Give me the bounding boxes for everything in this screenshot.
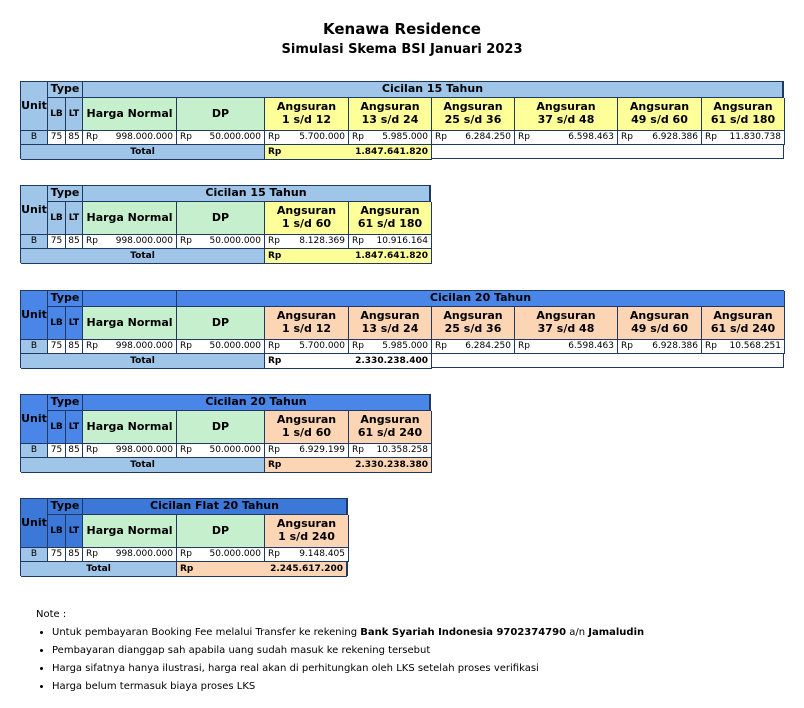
lt-value: 85 bbox=[66, 444, 83, 458]
lt-value: 85 bbox=[66, 235, 83, 249]
total-label: Total bbox=[21, 562, 177, 577]
currency-label: Rp bbox=[180, 132, 192, 143]
lt-header: LT bbox=[66, 307, 83, 340]
currency-label: Rp bbox=[180, 563, 194, 574]
currency-label: Rp bbox=[705, 132, 717, 143]
angsuran-header bbox=[349, 307, 432, 340]
angsuran-label: Angsuran bbox=[276, 204, 337, 218]
total-label: Total bbox=[21, 354, 265, 369]
amount-value: 50.000.000 bbox=[209, 236, 261, 247]
angsuran-header bbox=[349, 98, 432, 131]
angsuran-period: 1 s/d 12 bbox=[281, 322, 332, 335]
angsuran-value bbox=[432, 131, 515, 145]
amount-value: 6.284.250 bbox=[465, 132, 511, 143]
angsuran-label: Angsuran bbox=[713, 100, 773, 114]
angsuran-period: 37 s/d 48 bbox=[537, 113, 595, 126]
angsuran-period: 1 s/d 240 bbox=[278, 530, 335, 543]
currency-label: Rp bbox=[518, 132, 530, 143]
angsuran-value bbox=[349, 235, 432, 249]
angsuran-period: 25 s/d 36 bbox=[444, 322, 502, 335]
total-amount: 2.330.238.400 bbox=[355, 355, 428, 366]
currency-label: Rp bbox=[352, 132, 364, 143]
header-filler bbox=[83, 291, 177, 307]
total-amount: 2.330.238.380 bbox=[355, 459, 428, 470]
angsuran-label: Angsuran bbox=[276, 517, 337, 531]
currency-label: Rp bbox=[621, 132, 633, 143]
notes-list bbox=[36, 624, 644, 696]
unit-value: B bbox=[21, 548, 48, 562]
currency-label: Rp bbox=[180, 445, 192, 456]
angsuran-period: 49 s/d 60 bbox=[631, 113, 688, 126]
amount-value: 6.284.250 bbox=[465, 341, 511, 352]
dp-header: DP bbox=[177, 515, 265, 548]
angsuran-header bbox=[618, 98, 702, 131]
type-header: Type bbox=[48, 395, 83, 411]
amount-value: 998.000.000 bbox=[115, 445, 173, 456]
lb-value: 75 bbox=[48, 131, 66, 145]
dp-value bbox=[177, 131, 265, 145]
amount-value: 6.929.199 bbox=[299, 445, 345, 456]
lb-header: LB bbox=[48, 515, 66, 548]
schedule-title: Cicilan Flat 20 Tahun bbox=[83, 499, 347, 515]
angsuran-value bbox=[265, 340, 349, 354]
harga-normal-header: Harga Normal bbox=[83, 411, 177, 444]
currency-label: Rp bbox=[621, 341, 633, 352]
amount-value: 998.000.000 bbox=[115, 236, 173, 247]
angsuran-header bbox=[265, 515, 349, 548]
dp-value bbox=[177, 444, 265, 458]
currency-label: Rp bbox=[268, 341, 280, 352]
dp-header: DP bbox=[177, 202, 265, 235]
lt-header: LT bbox=[66, 411, 83, 444]
lt-value: 85 bbox=[66, 131, 83, 145]
total-label: Total bbox=[21, 145, 265, 160]
currency-label: Rp bbox=[86, 132, 98, 143]
currency-label: Rp bbox=[268, 250, 282, 261]
angsuran-period: 49 s/d 60 bbox=[631, 322, 688, 335]
angsuran-header bbox=[702, 98, 785, 131]
angsuran-header bbox=[265, 98, 349, 131]
amount-value: 5.985.000 bbox=[382, 341, 428, 352]
amount-value: 6.598.463 bbox=[568, 341, 614, 352]
angsuran-value bbox=[265, 548, 349, 562]
account-name: Jamaludin bbox=[588, 627, 645, 638]
amount-value: 10.568.251 bbox=[729, 341, 781, 352]
dp-header: DP bbox=[177, 411, 265, 444]
schedule-table bbox=[20, 290, 784, 368]
lb-value: 75 bbox=[48, 444, 66, 458]
angsuran-label: Angsuran bbox=[629, 309, 690, 323]
angsuran-label: Angsuran bbox=[360, 309, 420, 323]
angsuran-value bbox=[349, 340, 432, 354]
harga-normal-header: Harga Normal bbox=[83, 98, 177, 131]
angsuran-value bbox=[515, 340, 618, 354]
lb-header: LB bbox=[48, 411, 66, 444]
dp-value bbox=[177, 235, 265, 249]
dp-value bbox=[177, 340, 265, 354]
total-label: Total bbox=[21, 458, 265, 473]
unit-header: Unit bbox=[21, 82, 48, 131]
harga-normal-value bbox=[83, 444, 177, 458]
angsuran-label: Angsuran bbox=[360, 204, 420, 218]
currency-label: Rp bbox=[86, 236, 98, 247]
angsuran-value bbox=[618, 131, 702, 145]
unit-value: B bbox=[21, 131, 48, 145]
angsuran-period: 13 s/d 24 bbox=[361, 322, 419, 335]
angsuran-label: Angsuran bbox=[360, 413, 420, 427]
currency-label: Rp bbox=[268, 445, 280, 456]
notes-heading: Note : bbox=[36, 609, 67, 620]
angsuran-header bbox=[432, 307, 515, 340]
bank-account: Bank Syariah Indonesia 9702374790 bbox=[360, 627, 567, 638]
lb-header: LB bbox=[48, 307, 66, 340]
currency-label: Rp bbox=[268, 236, 280, 247]
unit-value: B bbox=[21, 444, 48, 458]
amount-value: 6.928.386 bbox=[652, 132, 698, 143]
angsuran-period: 61 s/d 240 bbox=[710, 322, 776, 335]
currency-label: Rp bbox=[86, 341, 98, 352]
lt-header: LT bbox=[66, 202, 83, 235]
angsuran-header bbox=[702, 307, 785, 340]
notes-section bbox=[36, 606, 644, 696]
angsuran-label: Angsuran bbox=[536, 309, 596, 323]
currency-label: Rp bbox=[352, 445, 364, 456]
angsuran-period: 37 s/d 48 bbox=[537, 322, 595, 335]
harga-normal-header: Harga Normal bbox=[83, 307, 177, 340]
lb-header: LB bbox=[48, 202, 66, 235]
angsuran-label: Angsuran bbox=[713, 309, 773, 323]
harga-normal-value bbox=[83, 131, 177, 145]
amount-value: 50.000.000 bbox=[209, 445, 261, 456]
angsuran-header bbox=[265, 202, 349, 235]
note-item bbox=[52, 624, 644, 642]
angsuran-value bbox=[515, 131, 618, 145]
schedule-title: Cicilan 15 Tahun bbox=[83, 186, 430, 202]
total-value bbox=[265, 145, 432, 160]
angsuran-label: Angsuran bbox=[629, 100, 690, 114]
currency-label: Rp bbox=[268, 549, 280, 560]
unit-value: B bbox=[21, 340, 48, 354]
angsuran-label: Angsuran bbox=[443, 309, 503, 323]
lt-header: LT bbox=[66, 98, 83, 131]
angsuran-label: Angsuran bbox=[360, 100, 420, 114]
lt-value: 85 bbox=[66, 548, 83, 562]
angsuran-value bbox=[265, 235, 349, 249]
amount-value: 6.598.463 bbox=[568, 132, 614, 143]
angsuran-header bbox=[349, 202, 432, 235]
amount-value: 6.928.386 bbox=[652, 341, 698, 352]
amount-value: 50.000.000 bbox=[209, 132, 261, 143]
angsuran-period: 61 s/d 180 bbox=[710, 113, 776, 126]
note-item: • Harga sifatnya hanya ilustrasi, harga real akan di perhitungkan oleh LKS setelah proses verifikasi bbox=[52, 660, 644, 678]
type-header: Type bbox=[48, 186, 83, 202]
amount-value: 50.000.000 bbox=[209, 549, 261, 560]
type-header: Type bbox=[48, 291, 83, 307]
note-text: a/n bbox=[566, 627, 589, 638]
unit-header: Unit bbox=[21, 186, 48, 235]
total-amount: 2.245.617.200 bbox=[270, 563, 343, 574]
angsuran-header bbox=[349, 411, 432, 444]
type-header: Type bbox=[48, 82, 83, 98]
currency-label: Rp bbox=[180, 341, 192, 352]
unit-header: Unit bbox=[21, 395, 48, 444]
angsuran-header bbox=[618, 307, 702, 340]
angsuran-label: Angsuran bbox=[276, 100, 337, 114]
currency-label: Rp bbox=[268, 459, 282, 470]
angsuran-value bbox=[349, 131, 432, 145]
dp-value bbox=[177, 548, 265, 562]
currency-label: Rp bbox=[86, 549, 98, 560]
angsuran-value bbox=[349, 444, 432, 458]
document-title: Kenawa Residence bbox=[323, 20, 481, 38]
amount-value: 9.148.405 bbox=[299, 549, 345, 560]
angsuran-period: 61 s/d 180 bbox=[357, 217, 423, 230]
angsuran-header bbox=[265, 307, 349, 340]
currency-label: Rp bbox=[268, 146, 282, 157]
amount-value: 50.000.000 bbox=[209, 341, 261, 352]
angsuran-period: 61 s/d 240 bbox=[357, 426, 423, 439]
type-header: Type bbox=[48, 499, 83, 515]
currency-label: Rp bbox=[86, 445, 98, 456]
amount-value: 5.700.000 bbox=[299, 341, 345, 352]
harga-normal-value bbox=[83, 548, 177, 562]
currency-label: Rp bbox=[352, 341, 364, 352]
angsuran-label: Angsuran bbox=[443, 100, 503, 114]
angsuran-value bbox=[265, 444, 349, 458]
harga-normal-header: Harga Normal bbox=[83, 202, 177, 235]
angsuran-label: Angsuran bbox=[536, 100, 596, 114]
currency-label: Rp bbox=[705, 341, 717, 352]
amount-value: 998.000.000 bbox=[115, 549, 173, 560]
schedule-table bbox=[20, 81, 784, 159]
schedule-table bbox=[20, 185, 431, 263]
total-amount: 1.847.641.820 bbox=[355, 250, 428, 261]
amount-value: 5.985.000 bbox=[382, 132, 428, 143]
angsuran-period: 1 s/d 60 bbox=[281, 426, 332, 439]
currency-label: Rp bbox=[180, 549, 192, 560]
currency-label: Rp bbox=[518, 341, 530, 352]
lb-value: 75 bbox=[48, 340, 66, 354]
schedule-table bbox=[20, 498, 348, 576]
schedule-title: Cicilan 20 Tahun bbox=[83, 395, 430, 411]
angsuran-label: Angsuran bbox=[276, 413, 337, 427]
lb-header: LB bbox=[48, 98, 66, 131]
angsuran-label: Angsuran bbox=[276, 309, 337, 323]
currency-label: Rp bbox=[268, 355, 282, 366]
angsuran-header bbox=[515, 98, 618, 131]
lt-value: 85 bbox=[66, 340, 83, 354]
angsuran-header bbox=[432, 98, 515, 131]
angsuran-period: 25 s/d 36 bbox=[444, 113, 502, 126]
amount-value: 10.916.164 bbox=[376, 236, 428, 247]
angsuran-header bbox=[515, 307, 618, 340]
amount-value: 998.000.000 bbox=[115, 132, 173, 143]
lb-value: 75 bbox=[48, 548, 66, 562]
currency-label: Rp bbox=[352, 236, 364, 247]
angsuran-value bbox=[702, 131, 785, 145]
total-label: Total bbox=[21, 249, 265, 264]
currency-label: Rp bbox=[435, 341, 447, 352]
unit-header: Unit bbox=[21, 499, 48, 548]
document-subtitle: Simulasi Skema BSI Januari 2023 bbox=[281, 42, 523, 57]
unit-value: B bbox=[21, 235, 48, 249]
dp-header: DP bbox=[177, 307, 265, 340]
total-value bbox=[265, 354, 432, 369]
schedule-title: Cicilan 15 Tahun bbox=[83, 82, 783, 98]
harga-normal-value bbox=[83, 340, 177, 354]
lt-header: LT bbox=[66, 515, 83, 548]
schedule-table bbox=[20, 394, 431, 472]
amount-value: 11.830.738 bbox=[729, 132, 781, 143]
note-item: • Harga belum termasuk biaya proses LKS bbox=[52, 678, 644, 696]
angsuran-period: 1 s/d 60 bbox=[281, 217, 332, 230]
amount-value: 998.000.000 bbox=[115, 341, 173, 352]
unit-header: Unit bbox=[21, 291, 48, 340]
currency-label: Rp bbox=[180, 236, 192, 247]
note-text: Untuk pembayaran Booking Fee melalui Transfer ke rekening bbox=[52, 627, 361, 638]
angsuran-value bbox=[702, 340, 785, 354]
schedule-title: Cicilan 20 Tahun bbox=[177, 291, 785, 307]
currency-label: Rp bbox=[268, 132, 280, 143]
dp-header: DP bbox=[177, 98, 265, 131]
angsuran-value bbox=[432, 340, 515, 354]
total-value bbox=[177, 562, 347, 577]
amount-value: 10.358.258 bbox=[376, 445, 428, 456]
angsuran-value bbox=[618, 340, 702, 354]
amount-value: 5.700.000 bbox=[299, 132, 345, 143]
currency-label: Rp bbox=[435, 132, 447, 143]
total-amount: 1.847.641.820 bbox=[355, 146, 428, 157]
total-value bbox=[265, 249, 432, 264]
total-value bbox=[265, 458, 432, 473]
harga-normal-value bbox=[83, 235, 177, 249]
note-item: • Pembayaran dianggap sah apabila uang sudah masuk ke rekening tersebut bbox=[52, 642, 644, 660]
harga-normal-header: Harga Normal bbox=[83, 515, 177, 548]
angsuran-value bbox=[265, 131, 349, 145]
angsuran-header bbox=[265, 411, 349, 444]
lb-value: 75 bbox=[48, 235, 66, 249]
angsuran-period: 13 s/d 24 bbox=[361, 113, 419, 126]
amount-value: 8.128.369 bbox=[299, 236, 345, 247]
angsuran-period: 1 s/d 12 bbox=[281, 113, 332, 126]
